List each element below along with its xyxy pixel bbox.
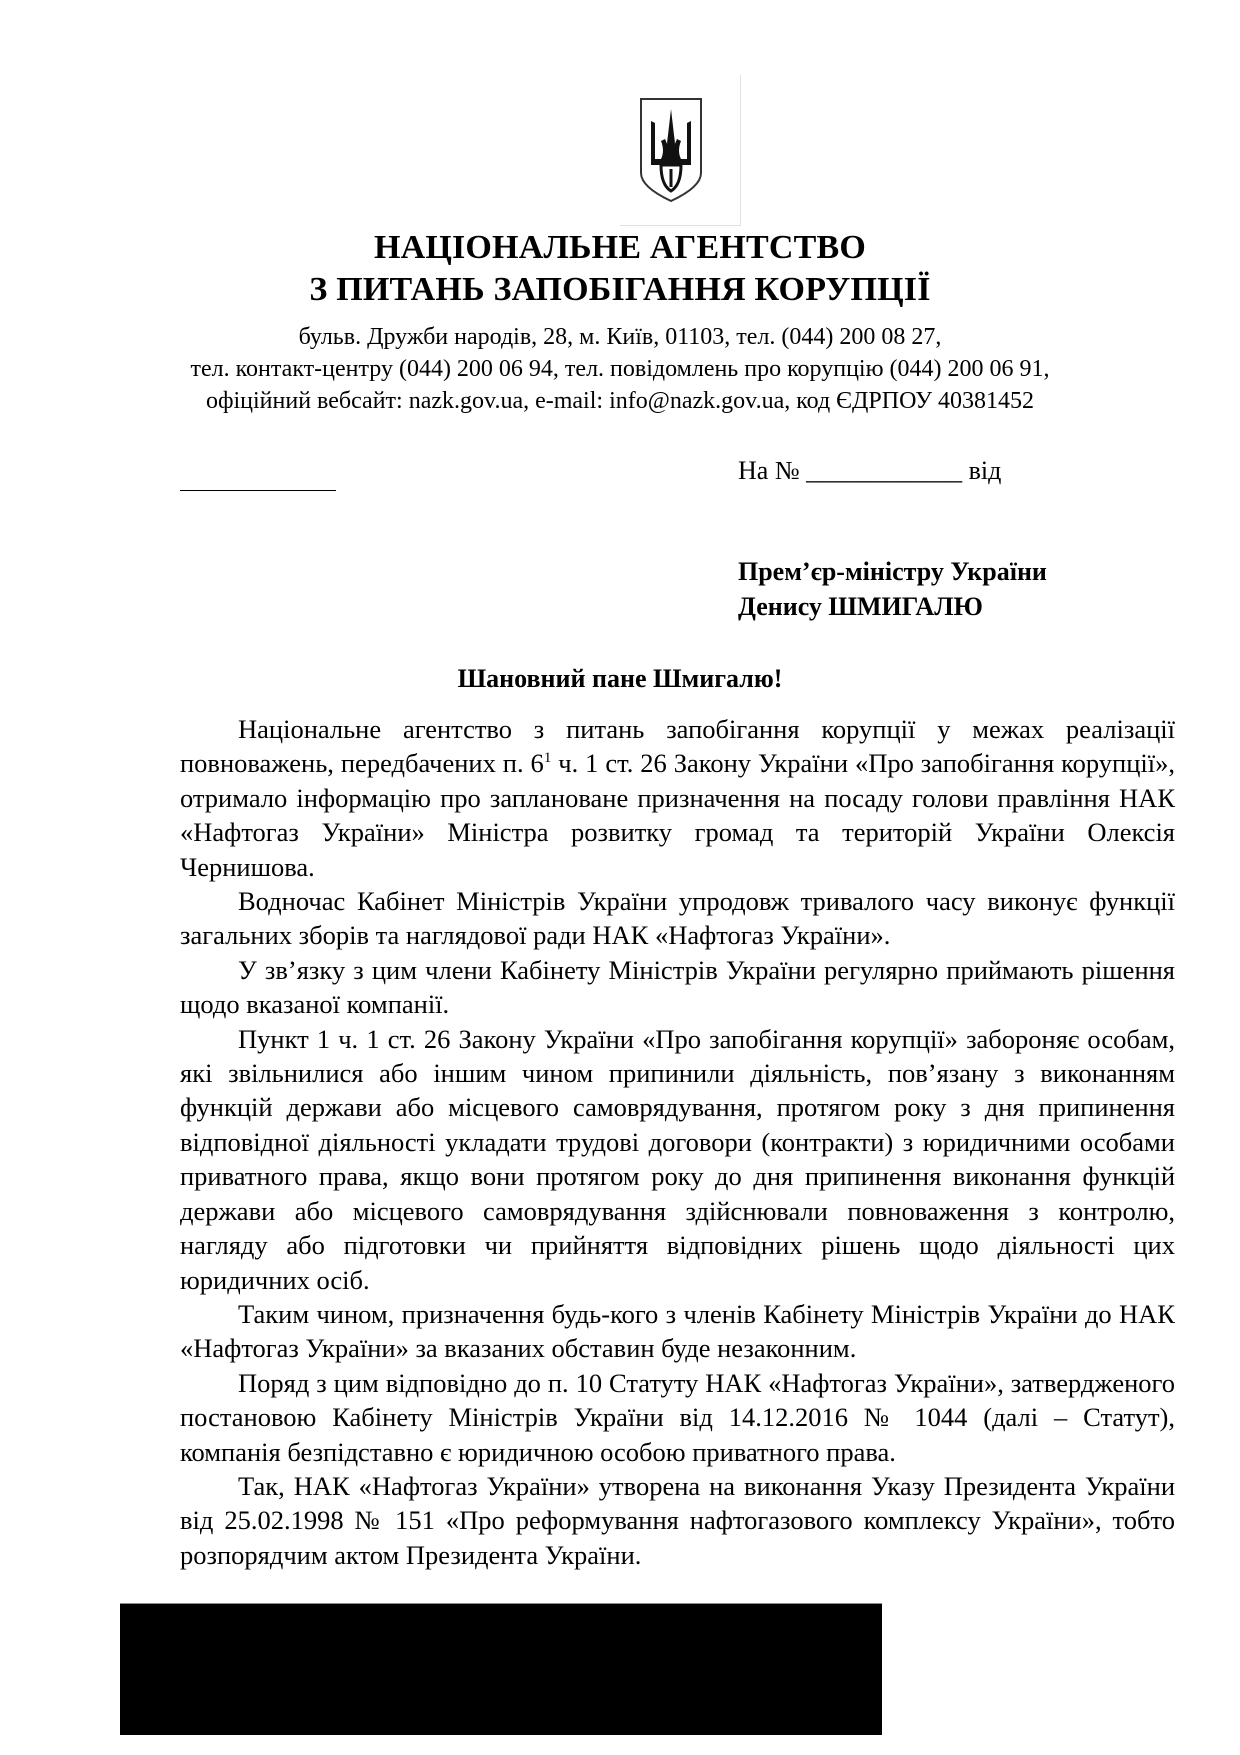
paragraph-1-text-b: ч. 1 ст. 26 Закону України «Про запобігання корупції», отримало інформацію про заплановане призначення на посаду голови правління НАК «Нафтогаз України» Міністра розвитку громад та територій України Олексія Чернишова. [180,748,1175,882]
paragraph-1-text-a: Національне агентство з питань запобігання корупції у межах реалізації повноважень, передбачених п. 6 [180,714,1175,779]
salutation: Шановний пане Шмигалю! [457,664,783,693]
reference-date-blank [180,490,336,491]
org-name-line1: НАЦІОНАЛЬНЕ АГЕНТСТВО [373,229,867,266]
paragraph-5: Таким чином, призначення будь-кого з членів Кабінету Міністрів України до НАК «Нафтогаз України» за вказаних обставин буде незаконним. [180,1298,1175,1364]
paragraph-3: У зв’язку з цим члени Кабінету Міністрів України регулярно приймають рішення щодо вказаної компанії. [180,954,1175,1020]
addressee-title: Прем’єр-міністру України [738,557,1047,586]
contact-web-email: офіційний вебсайт: nazk.gov.ua, e-mail: info@nazk.gov.ua, код ЄДРПОУ 40381452 [205,388,1035,414]
paragraph-6: Поряд з цим відповідно до п. 10 Статуту НАК «Нафтогаз України», затвердженого постановою Кабінету Міністрів України від 14.12.2016 № 1044 (далі – Статут), компанія безпідставно є юридичною особою приватного права. [180,1367,1175,1467]
superscript: 1 [543,750,552,767]
paragraph-1 [180,712,1175,884]
redacted-block [120,1603,882,1735]
coat-of-arms-icon [637,95,705,205]
letter-body [180,712,1175,1572]
reference-number-line: На № ____________ від [738,456,1002,485]
paragraph-7: Так, НАК «Нафтогаз України» утворена на виконання Указу Президента України від 25.02.1998 № 151 «Про реформування нафтогазового комплексу України», тобто розпорядчим актом Президента України. [180,1470,1175,1570]
addressee-name: Денису ШМИГАЛЮ [738,592,983,621]
contact-phones: тел. контакт-центру (044) 200 06 94, тел. повідомлень про корупцію (044) 200 06 91, [190,356,1050,382]
contact-address: бульв. Дружби народів, 28, м. Київ, 01103, тел. (044) 200 08 27, [298,324,942,350]
paragraph-2: Водночас Кабінет Міністрів України упродовж тривалого часу виконує функції загальних зборів та наглядової ради НАК «Нафтогаз України». [180,886,1175,951]
org-name-line2: З ПИТАНЬ ЗАПОБІГАННЯ КОРУПЦІЇ [309,271,931,308]
paragraph-4: Пункт 1 ч. 1 ст. 26 Закону України «Про запобігання корупції» забороняє особам, які звільнилися або іншим чином припинили діяльність, пов’язану з виконанням функцій держави або місцевого самоврядування, протягом року з дня припинення відповідної діяльності укладати трудові договори (контракти) з юридичними особами приватного права, якщо вони протягом року до дня припинення виконання функцій держави або місцевого самоврядування здійснювали повноваження з контролю, нагляду або підготовки чи прийняття відповідних рішень щодо діяльності цих юридичних осіб. [180,1023,1175,1295]
